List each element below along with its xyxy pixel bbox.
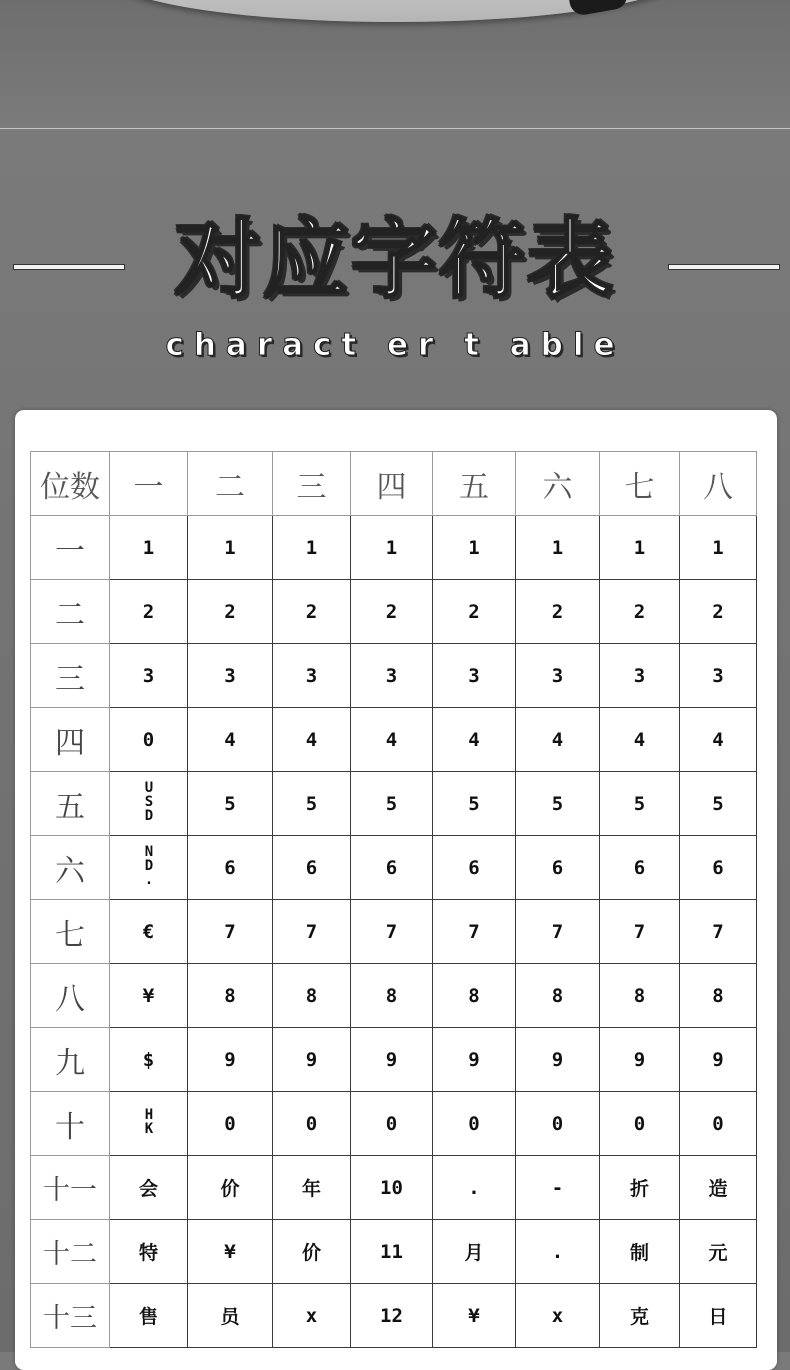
table-cell: 6	[516, 836, 600, 900]
table-cell: 5	[188, 772, 273, 836]
table-cell: x	[273, 1284, 351, 1348]
heading-rule-left	[14, 265, 124, 269]
table-cell: 0	[600, 1092, 680, 1156]
page-subtitle: charact er t able	[165, 327, 625, 363]
table-row	[31, 1092, 757, 1156]
table-cell: 3	[273, 644, 351, 708]
table-cell: 3	[433, 644, 516, 708]
table-cell: €	[110, 900, 188, 964]
row-header: 十二	[31, 1220, 110, 1284]
table-cell: 9	[188, 1028, 273, 1092]
table-cell: 0	[680, 1092, 757, 1156]
table-cell: 1	[516, 516, 600, 580]
table-cell: 6	[351, 836, 433, 900]
table-cell: 7	[351, 900, 433, 964]
table-cell: 4	[188, 708, 273, 772]
heading-rule-right	[669, 265, 779, 269]
column-header: 八	[680, 452, 757, 516]
table-row	[31, 1284, 757, 1348]
table-cell: .	[516, 1220, 600, 1284]
table-cell: 0	[273, 1092, 351, 1156]
table-cell: 4	[433, 708, 516, 772]
row-header: 三	[31, 644, 110, 708]
table-cell: 特	[110, 1220, 188, 1284]
table-cell: 1	[351, 516, 433, 580]
table-cell: 元	[680, 1220, 757, 1284]
table-cell: 7	[188, 900, 273, 964]
table-cell: 2	[273, 580, 351, 644]
table-cell: 0	[516, 1092, 600, 1156]
table-cell: 9	[351, 1028, 433, 1092]
row-header: 七	[31, 900, 110, 964]
table-row	[31, 772, 757, 836]
table-cell: 价	[273, 1220, 351, 1284]
table-cell: $	[110, 1028, 188, 1092]
table-cell: 5	[433, 772, 516, 836]
stacked-label: HK	[141, 1107, 157, 1135]
table-row	[31, 900, 757, 964]
table-cell: 8	[273, 964, 351, 1028]
table-cell: 价	[188, 1156, 273, 1220]
table-cell: 6	[600, 836, 680, 900]
table-cell: 9	[516, 1028, 600, 1092]
table-cell: 2	[680, 580, 757, 644]
corner-header: 位数	[31, 452, 110, 516]
table-cell: 6	[188, 836, 273, 900]
table-cell: 0	[110, 708, 188, 772]
table-cell: 2	[433, 580, 516, 644]
table-cell: 2	[516, 580, 600, 644]
column-header: 四	[351, 452, 433, 516]
table-cell: 7	[273, 900, 351, 964]
table-cell: 8	[188, 964, 273, 1028]
table-cell: 3	[110, 644, 188, 708]
table-cell: 0	[188, 1092, 273, 1156]
table-cell: 8	[351, 964, 433, 1028]
table-cell: 3	[680, 644, 757, 708]
table-row	[31, 708, 757, 772]
table-cell: 4	[516, 708, 600, 772]
table-cell: 造	[680, 1156, 757, 1220]
table-cell: 2	[351, 580, 433, 644]
table-cell: 年	[273, 1156, 351, 1220]
table-cell: 1	[273, 516, 351, 580]
table-row	[31, 1028, 757, 1092]
table-cell	[110, 1092, 188, 1156]
table-cell: 5	[516, 772, 600, 836]
table-cell: 8	[433, 964, 516, 1028]
table-cell: 5	[600, 772, 680, 836]
table-row	[31, 836, 757, 900]
table-cell: 员	[188, 1284, 273, 1348]
table-cell: 售	[110, 1284, 188, 1348]
table-cell: 月	[433, 1220, 516, 1284]
table-cell: 克	[600, 1284, 680, 1348]
table-cell: x	[516, 1284, 600, 1348]
row-header: 五	[31, 772, 110, 836]
table-cell: 8	[516, 964, 600, 1028]
row-header: 十一	[31, 1156, 110, 1220]
table-cell: 2	[110, 580, 188, 644]
column-header: 六	[516, 452, 600, 516]
row-header: 十	[31, 1092, 110, 1156]
row-header: 八	[31, 964, 110, 1028]
table-cell: 1	[188, 516, 273, 580]
table-cell: 4	[600, 708, 680, 772]
table-cell: 1	[600, 516, 680, 580]
table-cell: -	[516, 1156, 600, 1220]
row-header: 六	[31, 836, 110, 900]
row-header: 一	[31, 516, 110, 580]
table-cell: 3	[600, 644, 680, 708]
row-header: 九	[31, 1028, 110, 1092]
top-band	[0, 0, 790, 128]
table-cell: 会	[110, 1156, 188, 1220]
column-header: 五	[433, 452, 516, 516]
stacked-label: ND.	[141, 844, 157, 886]
table-cell: 0	[433, 1092, 516, 1156]
table-row	[31, 1156, 757, 1220]
table-cell: 10	[351, 1156, 433, 1220]
table-cell: 8	[600, 964, 680, 1028]
table-row	[31, 964, 757, 1028]
table-cell: 8	[680, 964, 757, 1028]
table-row	[31, 1220, 757, 1284]
table-header-row	[31, 452, 757, 516]
table-cell	[110, 836, 188, 900]
table-cell: 7	[516, 900, 600, 964]
column-header: 三	[273, 452, 351, 516]
table-cell: 6	[273, 836, 351, 900]
row-header: 十三	[31, 1284, 110, 1348]
table-cell: 9	[433, 1028, 516, 1092]
table-cell: 11	[351, 1220, 433, 1284]
table-cell: 4	[273, 708, 351, 772]
page-title: 对应字符表	[175, 210, 615, 310]
table-cell: 1	[433, 516, 516, 580]
table-cell: 3	[516, 644, 600, 708]
table-cell: 9	[600, 1028, 680, 1092]
table-cell: 6	[680, 836, 757, 900]
row-header: 四	[31, 708, 110, 772]
table-cell: 1	[680, 516, 757, 580]
table-cell: ¥	[433, 1284, 516, 1348]
table-cell: 12	[351, 1284, 433, 1348]
table-cell: 7	[600, 900, 680, 964]
table-cell: 1	[110, 516, 188, 580]
table-cell: 3	[351, 644, 433, 708]
table-cell: 2	[188, 580, 273, 644]
table-cell: 5	[351, 772, 433, 836]
column-header: 二	[188, 452, 273, 516]
table-cell: 5	[680, 772, 757, 836]
table-cell: 4	[680, 708, 757, 772]
table-row	[31, 516, 757, 580]
character-table	[30, 451, 757, 1348]
table-row	[31, 580, 757, 644]
product-knob-image	[569, 0, 630, 17]
table-cell: 7	[433, 900, 516, 964]
table-cell: .	[433, 1156, 516, 1220]
table-cell: 3	[188, 644, 273, 708]
table-cell: ¥	[188, 1220, 273, 1284]
table-cell: 5	[273, 772, 351, 836]
table-row	[31, 644, 757, 708]
table-cell: 9	[680, 1028, 757, 1092]
table-cell: 0	[351, 1092, 433, 1156]
column-header: 一	[110, 452, 188, 516]
table-cell: 6	[433, 836, 516, 900]
table-cell: 7	[680, 900, 757, 964]
table-cell: 2	[600, 580, 680, 644]
table-cell: 4	[351, 708, 433, 772]
table-cell: ¥	[110, 964, 188, 1028]
table-cell: 制	[600, 1220, 680, 1284]
table-cell: 折	[600, 1156, 680, 1220]
stacked-label: USD	[141, 780, 157, 822]
row-header: 二	[31, 580, 110, 644]
table-cell: 9	[273, 1028, 351, 1092]
column-header: 七	[600, 452, 680, 516]
table-cell: 日	[680, 1284, 757, 1348]
table-cell	[110, 772, 188, 836]
